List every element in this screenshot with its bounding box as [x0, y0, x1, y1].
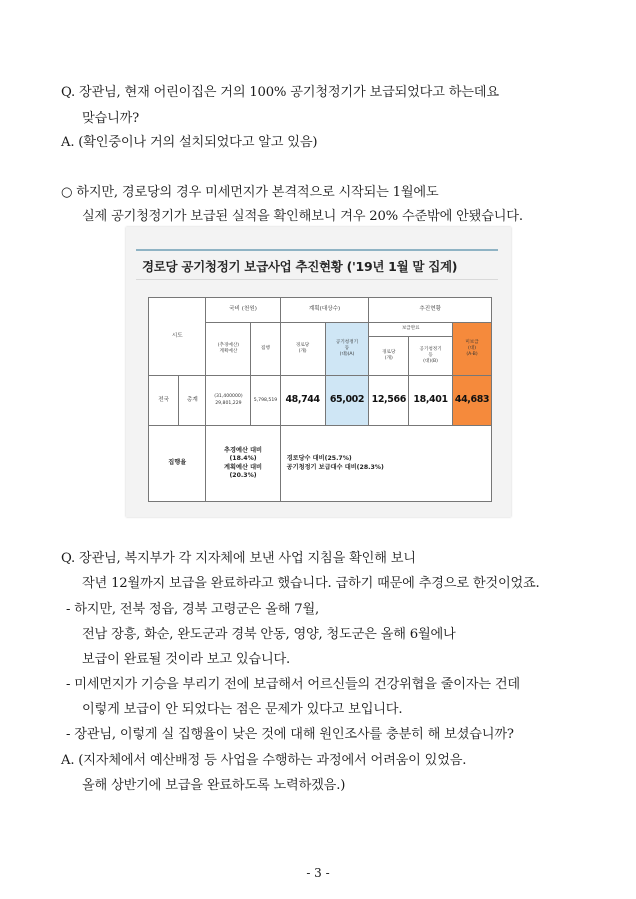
- answer-2-line-2: 올해 상반기에 보급을 완료하도록 노력하겠음.): [82, 778, 346, 793]
- slide-image: [126, 227, 511, 517]
- purifier-rate: 공기청정기 보급대수 대비(28.3%): [286, 463, 384, 471]
- dash-2-line-1: - 미세먼지가 기승을 부리기 전에 보급해서 어르신들의 건강위협을 줄이자는 건데: [66, 677, 520, 692]
- answer-2-line-1: A. (지자체에서 예산배정 등 사업을 수행하는 과정에서 어려움이 있었음.: [61, 753, 467, 768]
- dash-1-line-1: - 하지만, 전북 정읍, 경북 고령군은 올해 7월,: [66, 602, 319, 617]
- question-2-line-2: 작년 12월까지 보급을 완료하라고 했습니다. 급하기 때문에 추경으로 한것이었죠.: [82, 576, 540, 591]
- header-progress-group: 추진현황: [369, 298, 492, 323]
- slide-title-rule: [136, 279, 498, 280]
- answer-1: A. (확인중이나 거의 설치되었다고 알고 있음): [61, 135, 318, 150]
- row-plan-purifiers: 65,002: [325, 376, 369, 426]
- row-executed: 5,798,519: [251, 376, 280, 426]
- slide-top-rule: [136, 249, 498, 251]
- budget-rate-label-1: 추경예산 대비: [224, 446, 263, 454]
- bullet-1-line-2: 실제 공기청정기가 보급된 실적을 확인해보니 겨우 20% 수준밖에 안됐습니다.: [82, 209, 523, 224]
- header-plan-centers: 경로당 (개): [280, 322, 325, 375]
- exec-count-rates: [280, 426, 491, 502]
- header-done-group: 보급완료: [369, 322, 453, 336]
- page-number: - 3 -: [306, 866, 330, 880]
- row-subtotal: 총계: [179, 376, 206, 426]
- header-done-centers: 경로당 (개): [369, 337, 409, 376]
- row-done-purifiers: 18,401: [409, 376, 453, 426]
- header-plan-group: 계획(대상수): [280, 298, 369, 323]
- question-1-line-1: Q. 장관님, 현재 어린이집은 거의 100% 공기청정기가 보급되었다고 하는데요: [61, 85, 499, 100]
- row-budget: (31,400000) 29,801,229: [206, 376, 251, 426]
- row-not-supplied: 44,683: [453, 376, 492, 426]
- dash-1-line-3: 보급이 완료될 것이라 보고 있습니다.: [82, 652, 291, 667]
- exec-label: 집행율: [149, 426, 206, 502]
- header-budget-group: 국비 (천원): [206, 298, 280, 323]
- row-plan-centers: 48,744: [280, 376, 325, 426]
- row-region: 전국: [149, 376, 179, 426]
- header-not-supplied: 미보급 (대) (A-B): [453, 322, 492, 375]
- dash-1-line-2: 전남 장흥, 화순, 완도군과 경북 안동, 영양, 청도군은 올해 6월에나: [82, 627, 456, 642]
- exec-budget-rates: [206, 426, 280, 502]
- slide-title: 경로당 공기청정기 보급사업 추진현황 ('19년 1월 말 집계): [142, 259, 458, 274]
- header-plan-purifiers: 공기청정기 등 (대)(A): [325, 322, 369, 375]
- budget-rate-value-1: (18.4%): [229, 455, 257, 463]
- status-table: [148, 297, 492, 502]
- budget-rate-value-2: (20.3%): [229, 471, 257, 479]
- header-region: 시도: [149, 298, 206, 376]
- dash-2-line-2: 이렇게 보급이 안 되었다는 점은 문제가 있다고 보입니다.: [82, 702, 403, 717]
- budget-rate-label-2: 계획예산 대비: [224, 463, 263, 471]
- question-2-line-1: Q. 장관님, 복지부가 각 지자체에 보낸 사업 지침을 확인해 보니: [61, 551, 416, 566]
- bullet-1-line-1: ○ 하지만, 경로당의 경우 미세먼지가 본격적으로 시작되는 1월에도: [61, 185, 439, 200]
- question-1-line-2: 맞습니까?: [82, 111, 140, 126]
- header-budget: (추경예산) 계획예산: [206, 322, 251, 375]
- dash-3: - 장관님, 이렇게 실 집행율이 낮은 것에 대해 원인조사를 충분히 해 보셨습니까?: [66, 727, 514, 742]
- center-rate: 경로당수 대비(25.7%): [286, 455, 352, 463]
- header-executed: 집행: [251, 322, 280, 375]
- header-done-purifiers: 공기청정기 등 (대)(B): [409, 337, 453, 376]
- row-done-centers: 12,566: [369, 376, 409, 426]
